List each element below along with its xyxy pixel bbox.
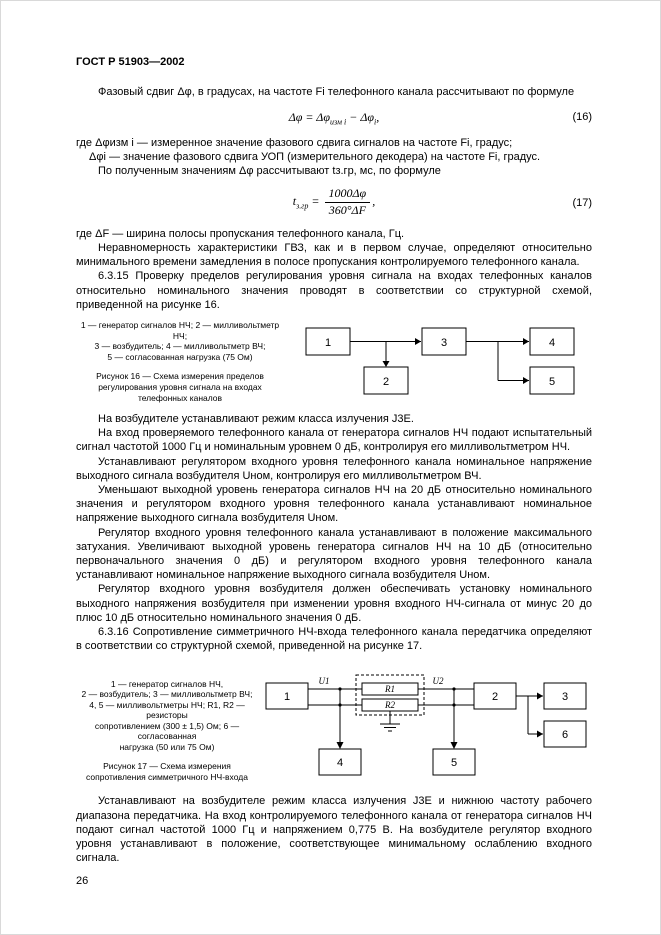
arrow-down-icon — [337, 742, 344, 749]
legend-line: 2 — возбудитель; 3 — милливольтметр ВЧ; — [81, 689, 253, 700]
paragraph-where16-3: По полученным значениям Δφ рассчитывают tз.гр, мс, по формуле — [98, 165, 441, 177]
paragraph-decrease-level: Уменьшают выходной уровень генератора сигналов НЧ на 20 дБ относительно номинального значения и регулятором входного уровня телефонного канала устанавливают номинальное напряжение выходного сигнала возбудителя Uном. — [76, 484, 592, 525]
arrow-down-icon — [383, 361, 390, 367]
doc-number: ГОСТ Р 51903—2002 — [76, 56, 185, 68]
legend-line: 1 — генератор сигналов НЧ; 2 — милливольтметр НЧ; — [80, 320, 280, 341]
junction-dot — [338, 704, 341, 707]
fig17-box-3-label: 3 — [561, 691, 569, 704]
caption-line: Рисунок 17 — Схема измерения — [103, 761, 231, 772]
paragraph-set-level: Устанавливают регулятором входного уровня телефонного канала номинальное напряжение выходного сигнала возбудителя Uном, контролируя его милливольтметром ВЧ. — [76, 455, 592, 482]
fig17-r2-label: R2 — [385, 700, 395, 711]
formula-17-fraction — [325, 187, 371, 218]
figure-17-diagram — [262, 661, 592, 786]
arrow-right-icon — [537, 731, 543, 738]
legend-line: 3 — возбудитель; 4 — милливольтметр ВЧ; — [94, 341, 266, 352]
formula-16-subscript: изм i — [329, 117, 347, 127]
figure-16 — [76, 320, 592, 404]
formula-16-number: (16) — [572, 111, 592, 124]
junction-dot — [338, 688, 341, 691]
formula-16-part: Δφ = Δφ — [288, 110, 330, 125]
paragraph-gvz: Неравномерность характеристики ГВЗ, как и в первом случае, определяют относительно минимального времени замедления в полосе пропускания контролируемого телефонного канала. — [76, 242, 592, 269]
caption-line: Рисунок 16 — Схема измерения пределов — [96, 371, 264, 382]
arrow-right-icon — [537, 693, 543, 700]
paragraph-intro: Фазовый сдвиг Δφ, в градусах, на частоте Fi телефонного канала рассчитывают по формуле — [98, 86, 575, 98]
formula-16 — [76, 108, 592, 126]
arrow-right-icon — [415, 338, 421, 345]
page-number: 26 — [76, 875, 89, 888]
fraction-denominator: 360°ΔF — [328, 203, 366, 217]
paragraph-where17: где ΔF — ширина полосы пропускания телефонного канала, Гц. — [76, 227, 405, 240]
legend-line: 1 — генератор сигналов НЧ, — [110, 678, 224, 689]
caption-line: регулирования уровня сигнала на входах — [98, 382, 262, 393]
paragraph-regulator-range: Регулятор входного уровня возбудителя должен обеспечивать установку номинального выходного напряжения возбудителя при изменении уровня входного НЧ-сигнала от минус 20 до плюс 10 дБ относительно номинального значения 0 дБ. — [76, 583, 592, 624]
formula-16-expression — [288, 110, 380, 127]
figure-17 — [76, 661, 592, 786]
fig17-box-2-label: 2 — [491, 691, 499, 704]
formula-16-subscript: i — [374, 117, 377, 127]
paragraph-6-3-16: 6.3.16 Сопротивление симметричного НЧ-входа телефонного канала передатчика определяют в соответствии со структурной схемой, приведенной на рисунке 17. — [76, 626, 592, 653]
figure-16-legend — [76, 320, 284, 362]
fig16-box-3-label: 3 — [440, 336, 448, 349]
fig17-box-6-label: 6 — [561, 729, 569, 742]
fig16-box-1-label: 1 — [324, 336, 332, 349]
fig17-box-4-label: 4 — [336, 757, 344, 770]
figure-16-diagram — [302, 321, 592, 404]
formula-17-number: (17) — [572, 196, 592, 209]
formula-17-part: = — [308, 194, 323, 209]
legend-line: 5 — согласованная нагрузка (75 Ом) — [107, 351, 253, 362]
paragraph-j3e: На возбудителе устанавливают режим класса излучения J3E. — [98, 413, 414, 426]
arrow-right-icon — [523, 338, 529, 345]
fig17-u2-label: U2 — [432, 676, 444, 687]
caption-line: сопротивления симметричного НЧ-входа — [86, 772, 248, 783]
formula-17-subscript: з.гр — [296, 201, 309, 211]
legend-line: 4, 5 — милливольтметры НЧ; R1, R2 — резисторы — [89, 699, 245, 721]
figure-17-legend — [76, 679, 258, 753]
formula-16-part: , — [376, 110, 380, 125]
arrow-down-icon — [451, 742, 458, 749]
figure-17-svg — [262, 661, 592, 781]
figure-17-caption — [76, 761, 258, 783]
formula-16-part: − Δφ — [346, 110, 375, 125]
fig16-box-5-label: 5 — [548, 375, 556, 388]
paragraph-6-3-15: 6.3.15 Проверку пределов регулирования уровня сигнала на входах телефонных каналов относительно номинального значения проводят в соответствии со структурной схемой, приведенной на рисунке 16. — [76, 270, 592, 311]
paragraph-where16-2: Δφi — значение фазового сдвига УОП (измерительного декодера) на частоте Fi, градус. — [89, 150, 541, 163]
junction-dot — [452, 704, 455, 707]
fig17-r1-label: R1 — [385, 684, 395, 695]
fraction-numerator: 1000Δφ — [325, 187, 371, 203]
fig17-box-1-label: 1 — [283, 691, 291, 704]
formula-17 — [76, 187, 592, 218]
fig17-u1-label: U1 — [318, 676, 330, 687]
paragraph-test-signal: На вход проверяемого телефонного канала от генератора сигналов НЧ подают испытательный сигнал частотой 1000 Гц и номинальным уровнем 0 дБ, контролируя его милливольтметром НЧ. — [76, 427, 592, 454]
junction-dot — [452, 688, 455, 691]
figure-16-text — [76, 320, 284, 404]
fig17-box-5-label: 5 — [450, 757, 458, 770]
legend-line: нагрузка (50 или 75 Ом) — [119, 741, 215, 752]
formula-17-part: , — [372, 194, 376, 209]
paragraph-where16-1: где Δφизм i — измеренное значение фазового сдвига сигналов на частоте Fi, градус; — [76, 136, 513, 149]
caption-line: телефонных каналов — [137, 393, 223, 404]
fig16-box-4-label: 4 — [548, 336, 556, 349]
paragraph-max-attenuation: Регулятор входного уровня телефонного канала устанавливают в положение максимального затухания. Увеличивают выходной уровень генератора сигналов НЧ на 10 дБ (относительно первоначального значения 0 дБ) и регулятором входного уровня телефонного канала устанавливают номинальное напряжение выходного сигнала возбудителя Uном. — [76, 526, 592, 582]
formula-17-part: t — [292, 194, 297, 209]
figure-16-caption — [76, 371, 284, 404]
figure-17-text — [76, 665, 258, 784]
legend-line: сопротивлением (300 ± 1,5) Ом; 6 — согласованная — [94, 720, 240, 742]
figure-16-svg — [302, 321, 592, 399]
arrow-right-icon — [523, 377, 529, 384]
fig16-box-2-label: 2 — [382, 375, 390, 388]
paragraph-final: Устанавливают на возбудителе режим класса излучения J3E и нижнюю частоту рабочего диапазона передатчика. На вход контролируемого телефонного канала от генератора сигналов НЧ подают сигнал частотой 1000 Гц и напряжением 0,775 В. На возбудителе регулятор входного уровня устанавливают в положение, соответствующее минимальному ослаблению входного сигнала. — [76, 795, 592, 865]
